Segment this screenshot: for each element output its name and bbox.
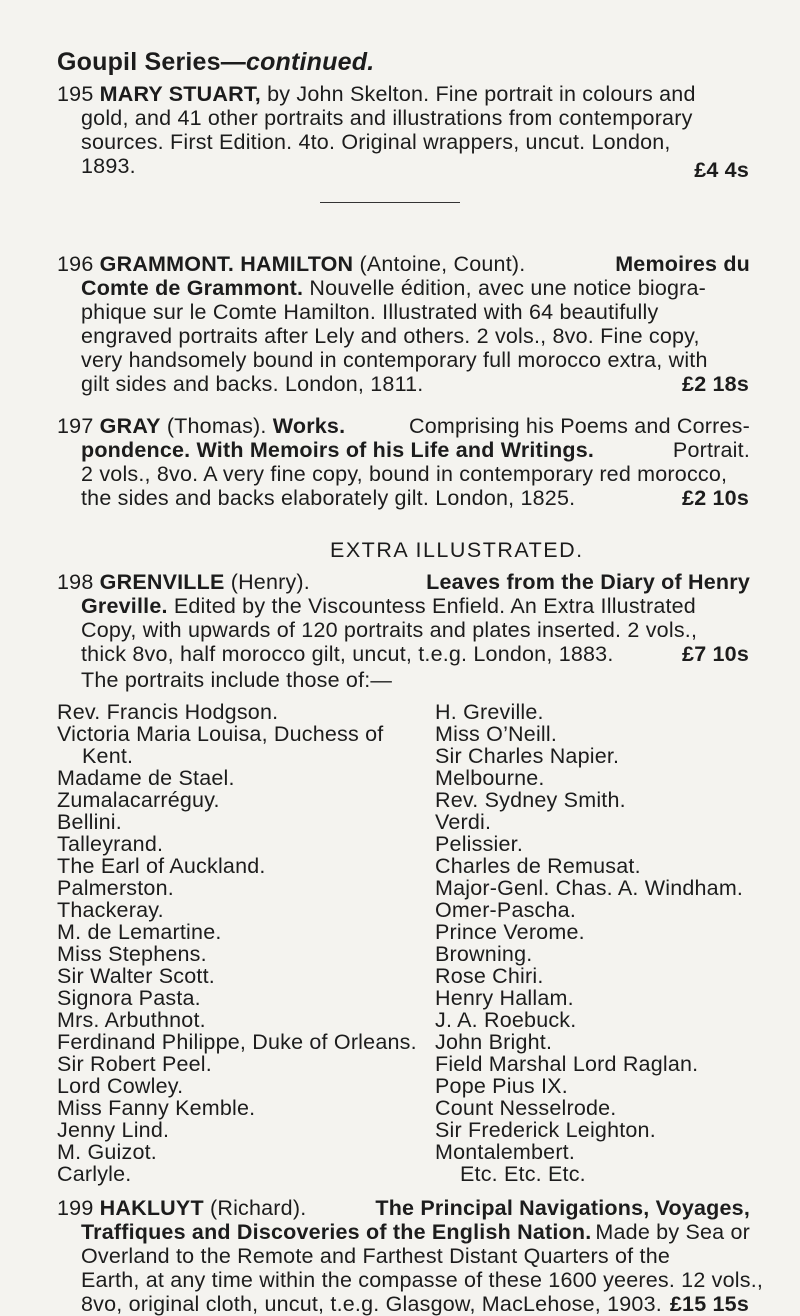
entry-line: Made by Sea or	[595, 1220, 750, 1244]
entry-line: Earth, at any time within the compasse of these 1600 yeeres. 12 vols.,	[81, 1268, 764, 1292]
list-item: M. Guizot.	[57, 1140, 157, 1164]
list-item: Miss Stephens.	[57, 942, 207, 966]
entry-line: Copy, with upwards of 120 portraits and plates inserted. 2 vols.,	[81, 618, 698, 642]
list-item: Verdi.	[435, 810, 492, 834]
entry-line: (Henry).	[230, 570, 310, 594]
entry-line: phique sur le Comte Hamilton. Illustrated with 64 beautifully	[81, 300, 659, 324]
list-item: M. de Lemartine.	[57, 920, 222, 944]
entry-line: 1893.	[81, 154, 136, 178]
list-item: Miss Fanny Kemble.	[57, 1096, 256, 1120]
entry-line: (Richard).	[209, 1196, 307, 1220]
entry-line: Overland to the Remote and Farthest Distant Quarters of the	[81, 1244, 671, 1268]
list-item: Rev. Francis Hodgson.	[57, 700, 279, 724]
entry-name: HAKLUYT	[99, 1196, 204, 1220]
list-item: Montalembert.	[435, 1140, 576, 1164]
entry-number: 198	[57, 570, 94, 594]
entry-line: engraved portraits after Lely and others. 2 vols., 8vo. Fine copy,	[81, 324, 700, 348]
list-item: Bellini.	[57, 810, 122, 834]
entry-line: the sides and backs elaborately gilt. London, 1825.	[81, 486, 576, 510]
entry-line: (Thomas).	[166, 414, 267, 438]
list-item: Ferdinand Philippe, Duke of Orleans.	[57, 1030, 417, 1054]
entry-line: Edited by the Viscountess Enfield. An Extra Illustrated	[173, 594, 696, 618]
entry-line: (Antoine, Count).	[359, 252, 526, 276]
list-item: Signora Pasta.	[57, 986, 201, 1010]
list-item: Sir Charles Napier.	[435, 744, 620, 768]
entry-title: pondence. With Memoirs of his Life and Writings.	[81, 438, 595, 462]
list-item: Melbourne.	[435, 766, 545, 790]
entry-line: by John Skelton. Fine portrait in colours and	[267, 82, 696, 106]
entry-line: thick 8vo, half morocco gilt, uncut, t.e.g. London, 1883.	[81, 642, 614, 666]
entry-title: Traffiques and Discoveries of the English Nation.	[81, 1220, 592, 1244]
list-item: Rose Chiri.	[435, 964, 544, 988]
series-title: Goupil Series—	[57, 48, 246, 76]
list-item: Pope Pius IX.	[435, 1074, 568, 1098]
list-item: Charles de Remusat.	[435, 854, 641, 878]
list-item: Jenny Lind.	[57, 1118, 170, 1142]
list-item: Madame de Stael.	[57, 766, 235, 790]
entry-line: Portrait.	[672, 438, 750, 462]
list-item: Carlyle.	[57, 1162, 132, 1186]
list-item: Thackeray.	[57, 898, 164, 922]
entry-line: gilt sides and backs. London, 1811.	[81, 372, 424, 396]
list-item: J. A. Roebuck.	[435, 1008, 577, 1032]
entry-line: Nouvelle édition, avec une notice biogra-	[309, 276, 707, 300]
list-item: Zumalacarréguy.	[57, 788, 220, 812]
entry-name: MARY STUART,	[99, 82, 261, 106]
list-item: H. Greville.	[435, 700, 544, 724]
entry-line: very handsomely bound in contemporary full morocco extra, with	[81, 348, 708, 372]
list-item: Sir Frederick Leighton.	[435, 1118, 656, 1142]
entry-number: 199	[57, 1196, 94, 1220]
entry-line: gold, and 41 other portraits and illustrations from contemporary	[81, 106, 693, 130]
entry-title: Greville.	[81, 594, 168, 618]
list-item: Browning.	[435, 942, 533, 966]
list-item: John Bright.	[435, 1030, 553, 1054]
entry-price: £2 10s	[682, 486, 749, 510]
entry-number: 196	[57, 252, 94, 276]
entry-line: The portraits include those of:—	[81, 668, 393, 692]
list-item: Count Nesselrode.	[435, 1096, 617, 1120]
entry-price: £7 10s	[682, 642, 749, 666]
entry-line: 8vo, original cloth, uncut, t.e.g. Glasgow, MacLehose, 1903.	[81, 1292, 662, 1316]
list-item: Mrs. Arbuthnot.	[57, 1008, 206, 1032]
list-item: Palmerston.	[57, 876, 174, 900]
entry-name: GRAMMONT. HAMILTON	[99, 252, 354, 276]
list-item: Rev. Sydney Smith.	[435, 788, 626, 812]
series-continued: continued.	[245, 48, 375, 76]
list-item: Etc. Etc. Etc.	[460, 1162, 586, 1186]
entry-title: Leaves from the Diary of Henry	[426, 570, 750, 594]
list-item: Henry Hallam.	[435, 986, 574, 1010]
entry-line: sources. First Edition. 4to. Original wrappers, uncut. London,	[81, 130, 671, 154]
list-item: Lord Cowley.	[57, 1074, 184, 1098]
entry-title: Memoires du	[615, 252, 750, 276]
list-item: Sir Robert Peel.	[57, 1052, 212, 1076]
list-item: Pelissier.	[435, 832, 524, 856]
list-item: Kent.	[82, 744, 134, 768]
entry-name: GRENVILLE	[99, 570, 225, 594]
list-item: Prince Verome.	[435, 920, 585, 944]
list-item: Sir Walter Scott.	[57, 964, 215, 988]
entry-name: GRAY	[99, 414, 161, 438]
list-item: Major-Genl. Chas. A. Windham.	[435, 876, 744, 900]
list-item: Omer-Pascha.	[435, 898, 576, 922]
section-heading: EXTRA ILLUSTRATED.	[330, 538, 584, 562]
list-item: Miss O’Neill.	[435, 722, 558, 746]
entry-line: Comprising his Poems and Corres-	[409, 414, 750, 438]
entry-title: Works.	[272, 414, 346, 438]
entry-title: The Principal Navigations, Voyages,	[375, 1196, 750, 1220]
entry-title: Comte de Grammont.	[81, 276, 304, 300]
entry-price: £4 4s	[694, 158, 749, 182]
entry-price: £2 18s	[682, 372, 749, 396]
list-item: Talleyrand.	[57, 832, 164, 856]
entry-line: 2 vols., 8vo. A very fine copy, bound in contemporary red morocco,	[81, 462, 728, 486]
list-item: Victoria Maria Louisa, Duchess of	[57, 722, 384, 746]
entry-price: £15 15s	[669, 1292, 749, 1316]
list-item: Field Marshal Lord Raglan.	[435, 1052, 699, 1076]
list-item: The Earl of Auckland.	[57, 854, 266, 878]
entry-number: 195	[57, 82, 94, 106]
entry-number: 197	[57, 414, 94, 438]
